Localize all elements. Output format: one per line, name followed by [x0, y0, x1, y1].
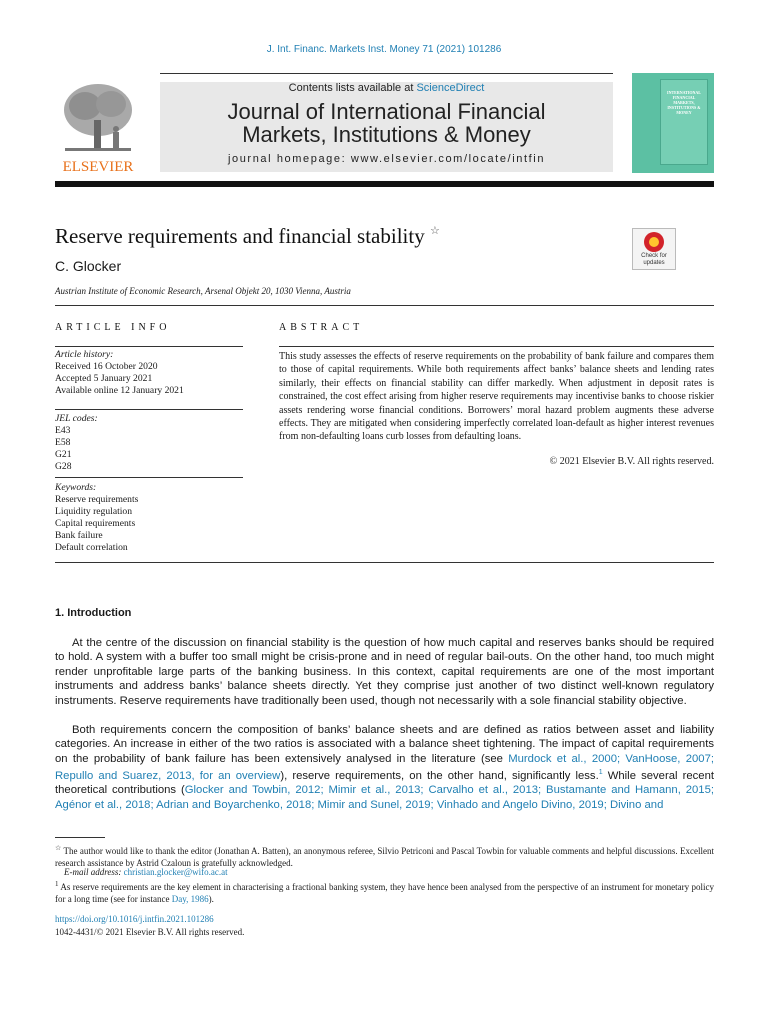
history-accepted: Accepted 5 January 2021	[55, 373, 153, 384]
keywords	[55, 482, 243, 554]
footnote-number: 1	[55, 880, 59, 888]
jel-code: E43	[55, 425, 71, 436]
footnote-text: As reserve requirements are the key element in characterising a fractional banking system, they have hence been analysed from the perspective of an instrument for monetary policy for a long time (see for instance	[55, 882, 714, 904]
check-updates-label: Check for updates	[641, 253, 667, 266]
p2-text: ), reserve requirements, on the other hand, significantly less.	[280, 769, 599, 782]
footnote-rule	[55, 837, 105, 838]
header-thick-rule	[55, 181, 714, 187]
elsevier-logo	[55, 80, 141, 176]
author-name[interactable]: C. Glocker	[55, 258, 122, 274]
header-top-rule	[160, 73, 613, 74]
reference-link[interactable]: Day, 1986	[171, 894, 209, 904]
keyword: Default correlation	[55, 542, 128, 553]
abstract-text: This study assesses the effects of reserve requirements on the probability of bank failure and compares them to those of capital requirements. While both requirements affect banks’ balance sheets and lending rates similarly, their effects on financial stability can differ markedly. When adjustment in deposit rates is constrained, the cost effect arising from higher reserve requirements may incentivise banks to choose riskier assets rendering worse financial conditions. Borrowers’ moral hazard problem augments these adverse effects. They are mitigated when considering imperfectly correlated loan-default as higher interest revenues from non-defaulting loans curb losses from defaulting loans.	[279, 351, 714, 443]
title-footnote-star[interactable]: ☆	[429, 225, 440, 237]
reference-link[interactable]: Glocker and Towbin, 2012; Mimir et al., 2013; Carvalho et al., 2013; Bustamante and Hamann, 2015; Agénor et al., 2018; Adrian and Boyarchenko, 2018; Mimir and Sunel, 2019; Vinhado and Angelo Divino, 2019; Divino and	[55, 784, 715, 811]
intro-paragraph-1: At the centre of the discussion on financial stability is the question of how much capital and reserves banks should be required to hold. A system with a buffer too small might be crisis-prone and in need of regular bail-outs. On the other hand, too much might render unprofitable large parts of the banking business. In this context, capital requirements are one of the most important instruments and address banks’ balance sheets directly. Yet they comprise just another of two distinct well-known regulatory instruments. Reserve requirements have traditionally been used, though not necessarily with a sole financial stability objective.	[55, 637, 714, 707]
email-link[interactable]: christian.glocker@wifo.ac.at	[123, 867, 228, 877]
jel-code: G28	[55, 461, 72, 472]
footnote-ref-1[interactable]: 1	[598, 769, 603, 777]
issn-copyright: 1042-4431/© 2021 Elsevier B.V. All rights reserved.	[55, 927, 245, 937]
abstract-rule	[279, 346, 714, 347]
reference-link[interactable]: Murdock et al., 2000; VanHoose, 2007; Repullo and Suarez, 2013, for an overview	[55, 752, 714, 782]
article-info-rule	[55, 409, 243, 410]
cover-title: INTERNATIONAL FINANCIAL MARKETS, INSTITUTIONS & MONEY	[667, 90, 701, 115]
journal-title-line1: Journal of International Financial	[227, 99, 546, 124]
keyword: Reserve requirements	[55, 494, 139, 505]
keyword: Capital requirements	[55, 518, 136, 529]
contents-line	[160, 82, 613, 94]
history-online: Available online 12 January 2021	[55, 385, 184, 396]
history-received: Received 16 October 2020	[55, 361, 158, 372]
section-divider	[55, 562, 714, 563]
p2-text: Both requirements concern the composition of banks’ balance sheets and are defined as ratios between asset and liability categories. An increase in either of the two ratios is associated with a balance sheet tightening. The impact of capital requirements on the probability of bank failure has been extensively analysed in the literature (see	[55, 724, 714, 765]
article-info-heading: ARTICLE INFO	[55, 322, 171, 333]
intro-paragraph-2	[55, 723, 714, 812]
history-label: Article history:	[55, 349, 114, 360]
footnote-text: ).	[208, 894, 214, 904]
p2-text: While several recent theoretical contributions (	[55, 769, 715, 797]
article-info-rule	[55, 477, 243, 478]
article-info-rule	[55, 346, 243, 347]
footnote-star: ☆	[55, 844, 62, 852]
footnote-email	[55, 866, 714, 878]
section-divider	[55, 305, 714, 306]
keyword: Bank failure	[55, 530, 103, 541]
jel-code: E58	[55, 437, 71, 448]
abstract-copyright: © 2021 Elsevier B.V. All rights reserved.	[549, 456, 714, 467]
check-for-updates-badge[interactable]	[632, 228, 676, 270]
journal-title	[160, 100, 613, 146]
jel-codes	[55, 413, 243, 473]
footnote-1	[55, 878, 714, 905]
elsevier-wordmark: ELSEVIER	[62, 159, 134, 175]
journal-cover-image	[632, 73, 714, 173]
article-title	[55, 224, 440, 249]
contents-prefix: Contents lists available at	[288, 82, 417, 94]
email-label: E-mail address:	[64, 867, 124, 877]
check-updates-icon	[644, 232, 664, 252]
keywords-label: Keywords:	[55, 482, 97, 493]
citation-link[interactable]: J. Int. Financ. Markets Inst. Money 71 (2021) 101286	[266, 44, 502, 55]
article-title-text: Reserve requirements and financial stability	[55, 224, 425, 248]
footnote-text: The author would like to thank the editor (Jonathan A. Batten), an anonymous referee, Silvio Petriconi and Pascal Towbin for valuable comments and helpful discussions. Excellent research assistance by Astrid Czaloun is gratefully acknowledged.	[55, 846, 715, 868]
keyword: Liquidity regulation	[55, 506, 133, 517]
sciencedirect-link[interactable]: ScienceDirect	[416, 82, 485, 94]
journal-title-line2: Markets, Institutions & Money	[242, 122, 531, 147]
article-history	[55, 349, 243, 397]
doi-link[interactable]: https://doi.org/10.1016/j.intfin.2021.101286	[55, 914, 214, 924]
jel-label: JEL codes:	[55, 413, 98, 424]
cover-panel	[660, 79, 708, 165]
journal-homepage[interactable]: journal homepage: www.elsevier.com/locate/intfin	[227, 153, 546, 165]
jel-code: G21	[55, 449, 72, 460]
author-affiliation: Austrian Institute of Economic Research, Arsenal Objekt 20, 1030 Vienna, Austria	[55, 286, 351, 296]
footnote-acknowledgement	[55, 842, 714, 869]
abstract-heading: ABSTRACT	[279, 322, 364, 333]
introduction-heading: 1. Introduction	[55, 607, 132, 619]
